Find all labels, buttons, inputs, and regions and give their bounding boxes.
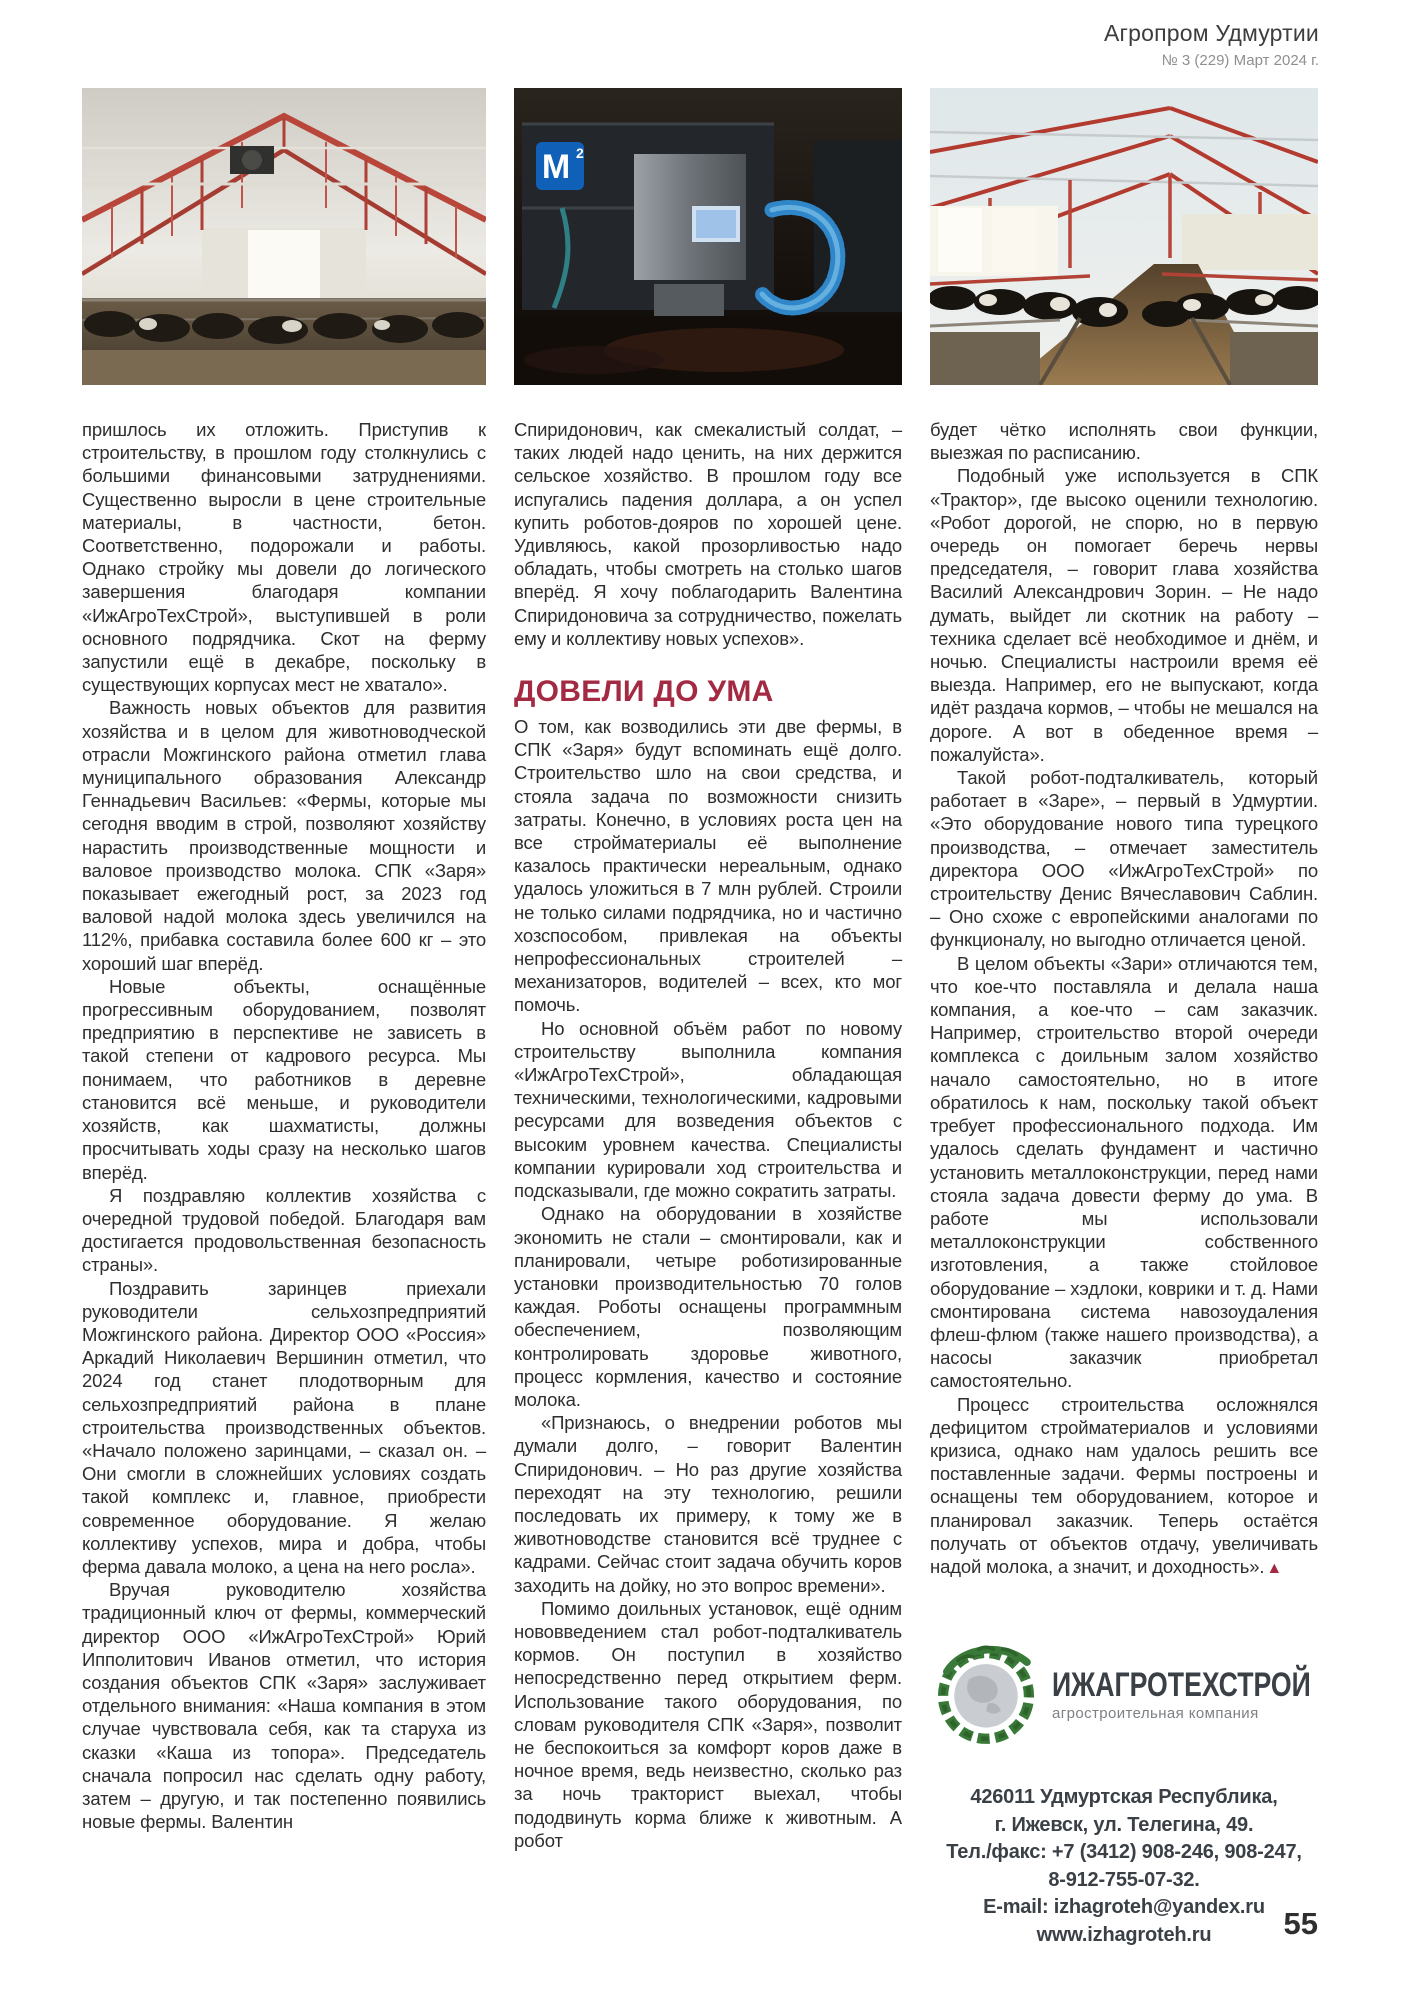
contact-phone-line: Тел./факс: +7 (3412) 908-246, 908-247, (946, 1841, 1302, 1864)
body-paragraph: Такой робот-подталкиватель, который работает в «Заре», – первый в Удмуртии. «Это оборудование нового типа турецкого производства, – отмечает заместитель директора ООО «ИжАгроТехСтрой» по строительству Денис Вячеславович Саблин. – Оно схоже с европейскими аналогами по функционалу, но выгодно отличается ценой. (930, 767, 1318, 951)
body-paragraph: Важность новых объектов для развития хозяйства и в целом для животноводческой отрасли Можгинского района отметил глава муниципального образования Александр Геннадьевич Васильев: «Фермы, которые мы сегодня вводим в строй, позволяют хозяйству нарастить производственные мощности и валовое производство молока. СПК «Заря» показывает ежегодный рост, за 2023 год валовой надой молока здесь увеличился на 112%, прибавка составила более 600 кг – это хороший шаг вперёд. (82, 697, 486, 974)
company-contacts (930, 1784, 1318, 1949)
contact-website: www.izhagroteh.ru (1036, 1923, 1212, 1946)
body-paragraph: Помимо доильных установок, ещё одним нововведением стал робот-подталкиватель кормов. Он поступил в хозяйство непосредственно перед открытием ферм. Использование такого оборудования, по словам руководителя СПК «Заря», позволит не беспокоиться за комфорт коров даже в ночное время, ведь неизвестно, сколько раз за ночь тракторист выехал, чтобы пододвинуть корма ближе к животным. А робот (514, 1597, 902, 1851)
body-paragraph: В целом объекты «Зари» отличаются тем, что кое-что поставляла и делала наша компания, а кое-что – сам заказчик. Например, строительство второй очереди комплекса с доильным залом хозяйство начало самостоятельно, но в итоге обратилось к нам, поскольку такой объект требует профессионального подхода. Им удалось сделать фундамент и частично установить металлоконструкции, перед нами стояла задача довести ферму до ума. В работе мы использовали металлоконструкции собственного изготовления, а также стойловое оборудование – хэдлоки, коврики и т. д. Нами смонтирована система навозоудаления флеш-флюм (также нашего производства), а насосы заказчик приобретал самостоятельно. (930, 952, 1318, 1392)
contact-address-line: 426011 Удмуртская Республика, (970, 1786, 1278, 1809)
contact-phone-line: 8-912-755-07-32. (1048, 1868, 1200, 1891)
logo-text (1052, 1664, 1353, 1722)
body-paragraph: Однако на оборудовании в хозяйстве экономить не стали – смонтировали, как и планировали, четыре роботизированные установки производительностью 70 голов каждая. Роботы оснащены программным обеспечением, позволяющим контролировать здоровье животного, процесс кормления, качество и состояние молока. (514, 1203, 902, 1410)
svg-text:2: 2 (576, 145, 584, 161)
issue-info: № 3 (229) Март 2024 г. (1161, 52, 1319, 69)
body-paragraph (930, 1393, 1318, 1581)
three-column-layout (82, 88, 1318, 1949)
body-paragraph: Но основной объём работ по новому строительству выполнила компания «ИжАгроТехСтрой», обладающая техническими, технологическими, кадровыми ресурсами для возведения объектов с высоким уровнем качества. Специалисты компании курировали ход строительства и подсказывали, где можно сократить затраты. (514, 1017, 902, 1202)
laurel-wreath-globe-icon (930, 1638, 1042, 1750)
magazine-title: Агропром Удмуртии (1103, 20, 1319, 46)
advertiser-block (930, 1638, 1318, 1949)
company-tagline: агростроительная компания (1052, 1704, 1259, 1722)
column-2 (514, 88, 902, 1949)
body-paragraph: Поздравить заринцев приехали руководители сельхозпредприятий Можгинского района. Директор ООО «Россия» Аркадий Николаевич Вершинин отметил, что 2024 год станет плодотворным для сельхозпредприятий района в плане строительства производственных объектов. «Начало положено заринцами, – сказал он. – Они смогли в сложнейших условиях создать такой комплекс и, главное, приобрести современное оборудование. Я желаю коллективу успехов, мира и добра, чтобы ферма давала молоко, а цена на него росла». (82, 1277, 486, 1577)
body-paragraph: Я поздравляю коллектив хозяйства с очередной трудовой победой. Благодаря вам достигается продовольственная безопасность страны». (82, 1184, 486, 1276)
contact-email: E-mail: izhagroteh@yandex.ru (983, 1896, 1265, 1919)
cow-barn-aisle-photo-right (930, 88, 1318, 385)
body-paragraph: Спиридонович, как смекалистый солдат, – таких людей надо ценить, на них держится сельское хозяйство. В прошлом году все испугались падения доллара, а он успел купить роботов-дояров по хорошей цене. Удивляюсь, какой прозорливостью надо обладать, чтобы смотреть на столько шагов вперёд. Я хочу поблагодарить Валентина Спиридоновича за сотрудничество, пожелать ему и коллективу новых успехов». (514, 419, 902, 649)
page-header (1104, 20, 1319, 69)
body-paragraph: Вручая руководителю хозяйства традиционный ключ от фермы, коммерческий директор ООО «ИжАгроТехСтрой» Юрий Ипполитович Иванов отметил, что история создания объектов СПК «Заря» заслуживает отдельного внимания: «Наша компания в этом случае чувствовала себя, как та старуха из сказки «Каша из топора». Председатель сначала попросил нас сделать одну работу, затем – другую, и так постепенно появились новые фермы. Валентин (82, 1579, 486, 1833)
body-paragraph: «Признаюсь, о внедрении роботов мы думали долго, – говорит Валентин Спиридонович. – Но раз другие хозяйства переходят на эту технологию, решили последовать их примеру, к тому же в животноводстве становится всё труднее с кадрами. Сейчас стоит задача обучить коров заходить на дойку, но это вопрос времени». (514, 1412, 902, 1596)
body-paragraph: Подобный уже используется в СПК «Трактор», где высоко оценили технологию. «Робот дорогой, не спорю, но в первую очередь он помогает беречь нервы председателя, – говорит глава хозяйства Василий Александрович Зорин. – Не надо думать, выйдет ли скотник на работу – техника сделает всё необходимое и днём, и ночью. Специалисты настроили время её выезда. Например, его не выпускают, когда идёт раздача кормов, – чтобы не мешался на дороге. А вот в обеденное время – пожалуйста». (930, 465, 1318, 765)
column-1 (82, 88, 486, 1949)
column-2-text (514, 418, 902, 1852)
svg-text:M: M (541, 148, 571, 186)
barn-interior-photo-left (82, 88, 486, 385)
column-3-text (930, 418, 1318, 1580)
column-1-text (82, 418, 486, 1833)
column-3 (930, 88, 1318, 1949)
body-paragraph-text: Процесс строительства осложнялся дефицитом стройматериалов и условиями кризиса, однако нам удалось решить все поставленные задачи. Фермы построены и оснащены тем оборудованием, которое и планировал заказчик. Теперь остаётся получать от объектов отдачу, увеличивать надой молока, а значит, и доходность». (930, 1393, 1318, 1577)
body-paragraph: пришлось их отложить. Приступив к строительству, в прошлом году столкнулись с большими финансовыми затруднениями. Существенно выросли в цене строительные материалы, в частности, бетон. Соответственно, подорожали и работы. Однако стройку мы довели до логического завершения благодаря компании «ИжАгроТехСтрой», выступившей в роли основного подрядчика. Скот на ферму запустили ещё в декабре, поскольку в существующих корпусах мест не хватало». (82, 419, 486, 696)
company-name: ИЖАГРОТЕХСТРОЙ (1052, 1664, 1311, 1704)
company-logo (930, 1638, 1318, 1750)
article-end-triangle-icon: ▲ (1266, 1559, 1283, 1577)
body-paragraph: Новые объекты, оснащённые прогрессивным оборудованием, позволят предприятию в перспективе не зависеть в такой степени от кадрового ресурса. Мы понимаем, что работников в деревне становится всё меньше, и руководители хозяйств, как шахматисты, должны просчитывать ходы сразу на несколько шагов вперёд. (82, 975, 486, 1183)
body-paragraph: О том, как возводились эти две фермы, в СПК «Заря» будут вспоминать ещё долго. Строительство шло на свои средства, и стояла задача по возможности снизить затраты. Конечно, в условиях роста цен на все стройматериалы её выполнение казалось практически нереальным, однако удалось уложиться в 7 млн рублей. Строили не только силами подрядчика, но и частично хозспособом, привлекая на объекты непрофессиональных строителей – механизаторов, водителей – всех, кто мог помочь. (514, 716, 902, 1016)
body-paragraph: будет чётко исполнять свои функции, выезжая по расписанию. (930, 419, 1318, 464)
contact-address-line: г. Ижевск, ул. Телегина, 49. (994, 1813, 1254, 1836)
milking-robot-photo-center (514, 88, 902, 385)
page-number: 55 (1283, 1906, 1318, 1941)
section-heading: ДОВЕЛИ ДО УМА (514, 675, 774, 709)
